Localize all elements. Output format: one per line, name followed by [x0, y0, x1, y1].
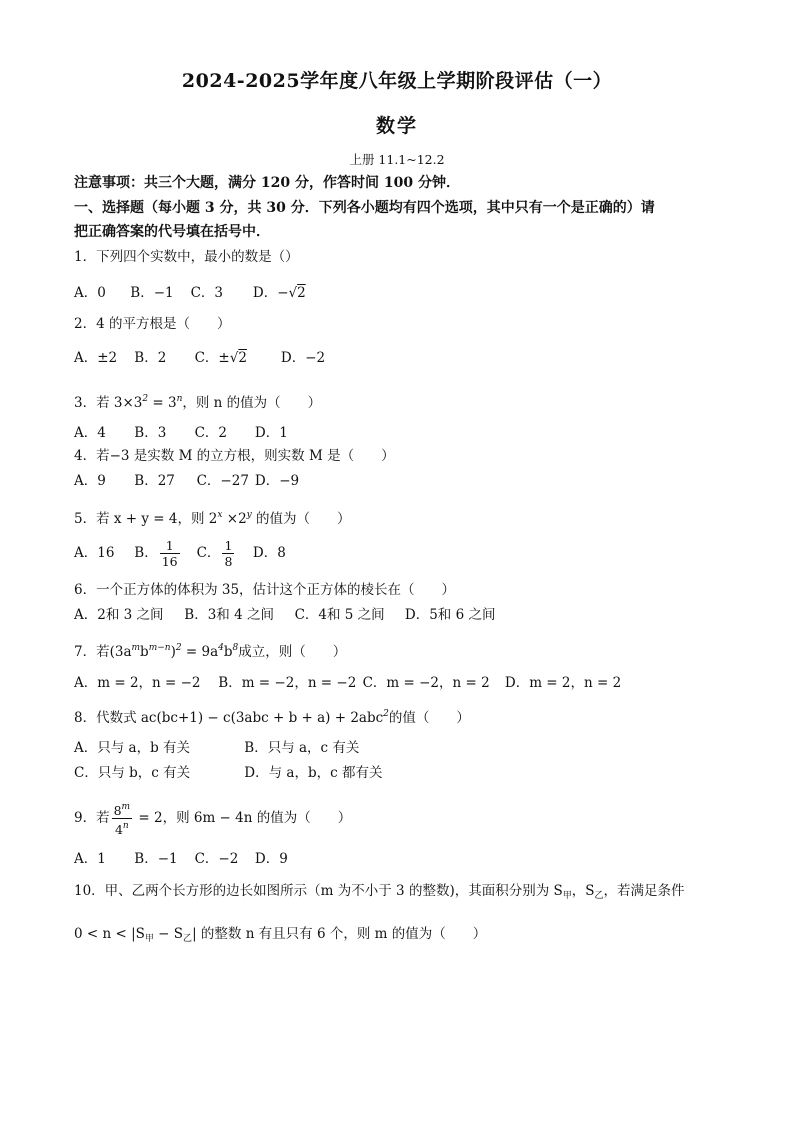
- q4-stem: 4．若−3 是实数 M 的立方根，则实数 M 是（ ）: [74, 448, 395, 464]
- q9-stem: 9．若 $\frac{8^m}{4^n}$ = 2，则 6m − 4n 的值为（ ）: [74, 802, 352, 837]
- q6-option-c: C．4和 5 之间: [294, 607, 385, 623]
- q2-radicand: 2: [238, 350, 247, 366]
- q9-options: [74, 850, 288, 868]
- q4-options: [74, 472, 299, 490]
- q8-options-row2: [74, 764, 382, 782]
- q5-option-c: C． $\frac{1}{8}$: [196, 538, 233, 569]
- q9-option-c: C．−2: [194, 851, 239, 867]
- exam-range: 上册 11.1~12.2: [349, 152, 445, 167]
- q8-stem: 8．代数式 ac(bc+1) − c(3abc + b + a) + 2abc$^2$的值（ ）: [74, 709, 470, 726]
- q5-option-b: B． $\frac{1}{16}$: [134, 538, 178, 569]
- q6-option-b: B．3和 4 之间: [184, 607, 274, 623]
- q3-stem: 3．若 $3\times 3^2 = 3^n$，则 n 的值为（ ）: [74, 394, 322, 411]
- q10-stem-line1: 10．甲、乙两个长方形的边长如图所示（m 为不小于 3 的整数)，其面积分别为 $S_甲$，$S_乙$，若满足条件: [74, 883, 685, 901]
- q6-option-d: D．5和 6 之间: [404, 607, 496, 623]
- q7-option-d: D．m = 2，n = 2: [504, 675, 622, 691]
- q1-option-b: B．−1: [130, 285, 174, 301]
- attention-notes: 注意事项：共三个大题，满分 120 分，作答时间 100 分钟．: [74, 175, 460, 191]
- q6-option-a: A．2和 3 之间: [74, 607, 164, 623]
- q6-stem: 6．一个正方体的体积为 35，估计这个正方体的棱长在（ ）: [74, 582, 456, 598]
- q1-stem: 1．下列四个实数中，最小的数是（）: [74, 249, 299, 265]
- q8-option-b: B．只与 a，c 有关: [244, 740, 360, 756]
- q7-option-b: B．m = −2，n = −2: [218, 675, 357, 691]
- q5-option-b-fraction: $\frac{1}{16}$: [161, 538, 178, 569]
- q5-stem: 5．若 x + y = 4，则 $2^x \times 2^y$ 的值为（ ）: [74, 510, 351, 527]
- q8-option-a: A．只与 a，b 有关: [74, 740, 191, 756]
- q3-option-d: D．1: [254, 425, 288, 441]
- exam-subject: 数学: [375, 115, 418, 137]
- q1-option-d: D．−√2: [252, 285, 306, 301]
- exam-title: 2024-2025学年度八年级上学期阶段评估（一）: [181, 70, 613, 92]
- q4-option-a: A．9: [74, 473, 106, 489]
- q5-option-d: D．8: [252, 545, 286, 561]
- q9-option-d: D．9: [254, 851, 288, 867]
- q4-option-d: D．−9: [254, 473, 300, 489]
- q5-options: [74, 538, 286, 569]
- q1-option-a: A．0: [74, 285, 106, 301]
- q3-option-a: A．4: [74, 425, 106, 441]
- q7-options: [74, 674, 621, 692]
- q8-options-row1: [74, 739, 359, 757]
- q2-option-a: A．±2: [74, 350, 118, 366]
- q2-stem: 2．4 的平方根是（ ）: [74, 316, 231, 332]
- q4-option-c: C．−27: [196, 473, 249, 489]
- q1-options: [74, 284, 306, 302]
- q2-option-c: C．±√2: [194, 350, 247, 366]
- q9-option-b: B．−1: [134, 851, 178, 867]
- q3-options: [74, 424, 288, 442]
- q8-option-d: D．与 a，b，c 都有关: [244, 765, 383, 781]
- q5-option-a: A．16: [74, 545, 115, 561]
- q1-option-c: C．3: [190, 285, 224, 301]
- q2-option-d: D．−2: [280, 350, 326, 366]
- q5-option-c-fraction: $\frac{1}{8}$: [224, 538, 233, 569]
- q7-option-a: A．m = 2，n = −2: [74, 675, 201, 691]
- q2-options: [74, 349, 325, 367]
- section1-heading-cont: 把正确答案的代号填在括号中．: [74, 224, 270, 240]
- section1-heading: 一、选择题（每小题 3 分，共 30 分．下列各小题均有四个选项，其中只有一个是正确的）请: [74, 200, 655, 216]
- q3-option-b: B．3: [134, 425, 167, 441]
- q10-stem-line2: $0 < n < |S_甲 - S_乙|$ 的整数 n 有且只有 6 个，则 m 的值为（ ）: [74, 926, 487, 944]
- q2-option-b: B．2: [134, 350, 167, 366]
- q9-option-a: A．1: [74, 851, 106, 867]
- q1-radicand: 2: [297, 285, 306, 301]
- q9-fraction: $\frac{8^m}{4^n}$: [113, 802, 131, 837]
- q7-stem: 7．若$(3a^mb^{m-n})^2 = 9a^4b^8$成立，则（ ）: [74, 643, 347, 660]
- q6-options: [74, 606, 495, 624]
- q7-option-c: C．m = −2，n = 2: [362, 675, 490, 691]
- q4-option-b: B．27: [134, 473, 175, 489]
- q8-option-c: C．只与 b，c 有关: [74, 765, 191, 781]
- q3-option-c: C．2: [194, 425, 228, 441]
